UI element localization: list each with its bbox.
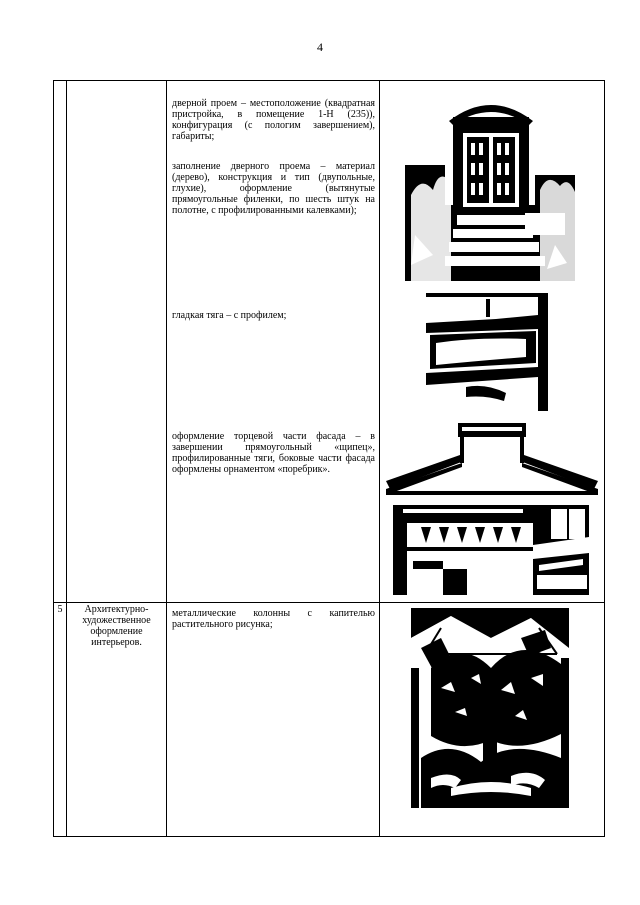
row-number-cell bbox=[54, 81, 67, 603]
table-row bbox=[54, 81, 605, 603]
cornice-photo bbox=[426, 293, 548, 411]
element-name-cell bbox=[67, 81, 167, 603]
page-number: 4 bbox=[317, 40, 323, 54]
row-number-cell: 5 bbox=[54, 603, 67, 837]
gable-photo bbox=[386, 419, 598, 495]
description-cell bbox=[167, 603, 380, 837]
description-door-filling: заполнение дверного проема – материал (дерево), конструкция и тип (двупольные, глухие), оформление (вытянутые прямоугольные филенки, по шесть штук на полотне, с профилированными калевками); bbox=[172, 161, 375, 216]
description-columns: металлические колонны с капителью растительного рисунка; bbox=[172, 608, 375, 630]
description-gable: оформление торцевой части фасада – в завершении прямоугольный «щипец», профилированные тяги, боковые части фасада оформлены орнаментом «поребрик». bbox=[172, 431, 375, 475]
interior-columns-photo bbox=[411, 608, 569, 808]
description-doorway: дверной проем – местоположение (квадратная пристройка, в помещение 1-Н (235)), конфигурация (с пологим завершением), габариты; bbox=[172, 98, 375, 142]
element-name-cell: Архитектурно-художественное оформление интерьеров. bbox=[67, 603, 167, 837]
table-row bbox=[54, 603, 605, 837]
photo-cell bbox=[380, 603, 605, 837]
description-cell bbox=[167, 81, 380, 603]
photo-cell bbox=[380, 81, 605, 603]
description-cornice: гладкая тяга – с профилем; bbox=[172, 310, 287, 321]
heritage-table bbox=[53, 80, 605, 837]
building-facade-photo bbox=[393, 505, 589, 595]
doorway-photo bbox=[405, 95, 575, 281]
